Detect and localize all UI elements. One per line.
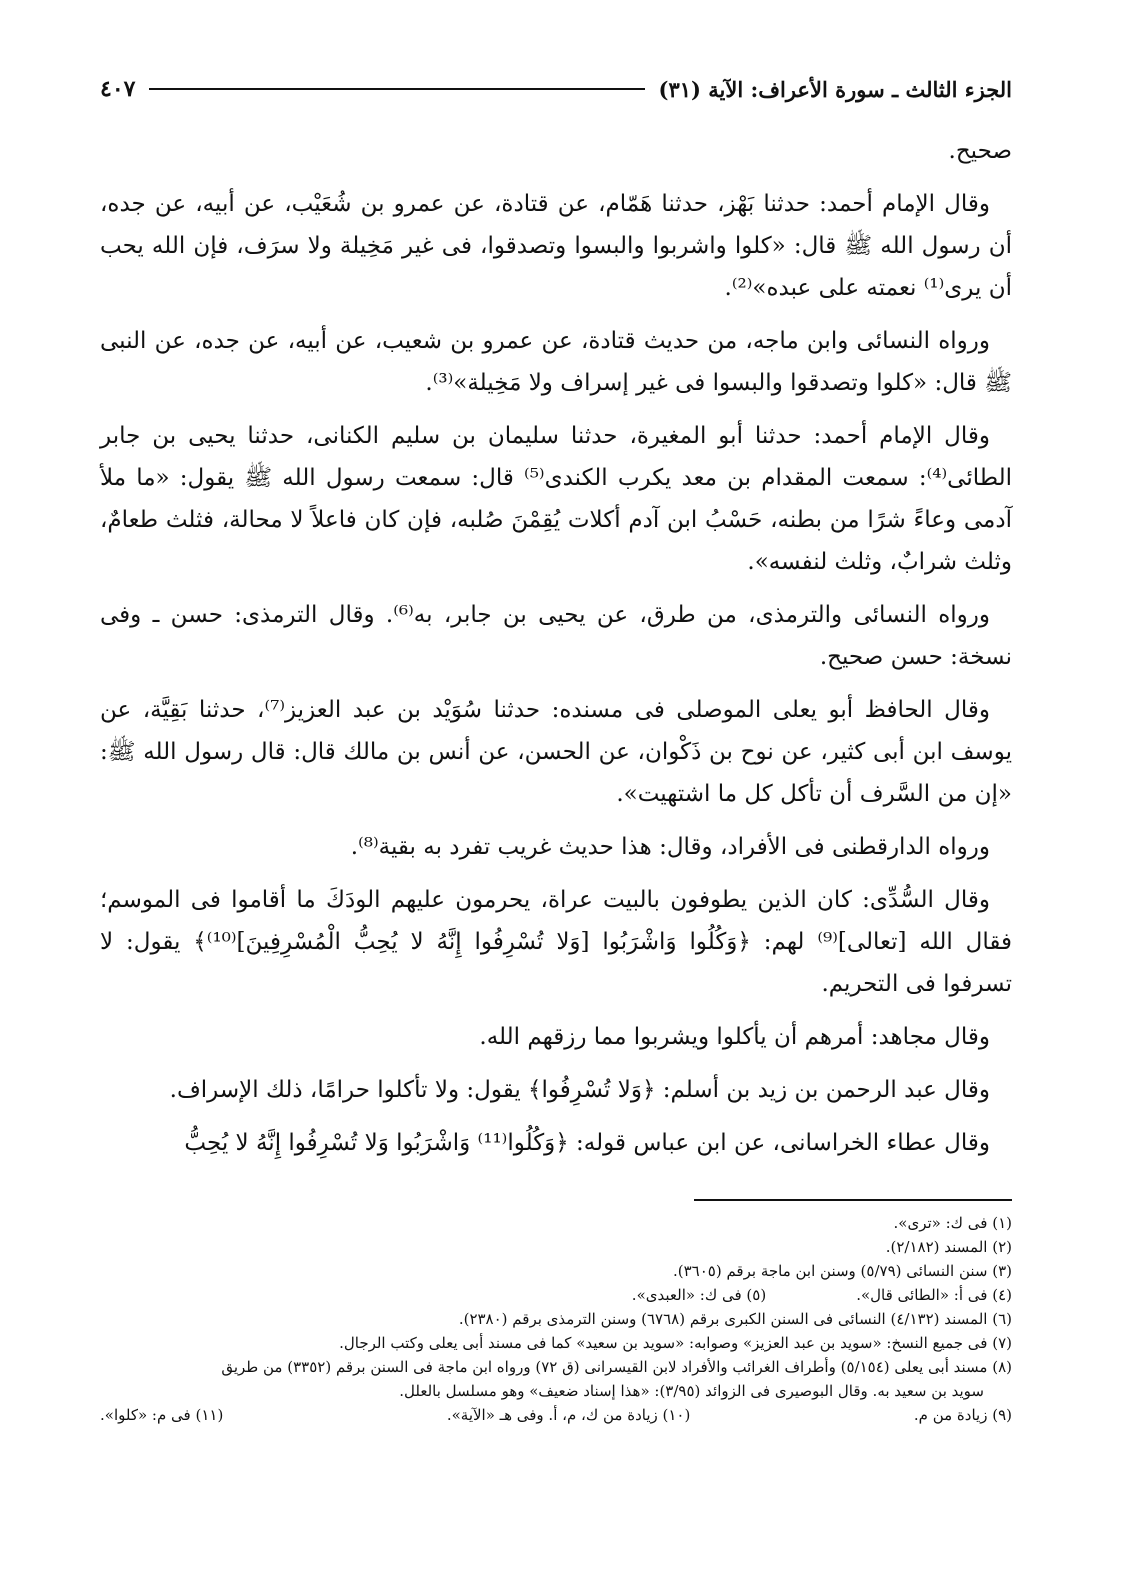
paragraph: ورواه النسائى والترمذى، من طرق، عن يحيى بن جابر، به⁽⁶⁾. وقال الترمذى: حسن ـ وفى نسخة: حسن صحيح. xyxy=(100,602,1012,670)
page xyxy=(100,68,1012,1427)
footnote: (٨) مسند أبى يعلى (٥/١٥٤) وأطراف الغرائب والأفراد لابن القيسرانى (ق ٧٢) ورواه ابن ماجة فى السنن برقم (٣٣٥٢) من طريق xyxy=(221,1358,1012,1376)
paragraph: وقال عبد الرحمن بن زيد بن أسلم: ﴿وَلا تُسْرِفُوا﴾ يقول: ولا تأكلوا حرامًا، ذلك الإسراف. xyxy=(169,1077,990,1103)
paragraph: صحيح. xyxy=(948,138,1012,164)
footnote-continuation: سويد بن سعيد به. وقال البوصيرى فى الزوائد (٣/٩٥): «هذا إسناد ضعيف» وهو مسلسل بالعلل. xyxy=(399,1382,984,1400)
header-rule xyxy=(149,88,644,90)
footnote-separator-wrap xyxy=(100,1175,1012,1201)
footnote-separator xyxy=(694,1199,1012,1201)
paragraph: وقال السُّدِّى: كان الذين يطوفون بالبيت عراة، يحرمون عليهم الودَكَ ما أقاموا فى الموسم؛ فقال الله [تعالى]⁽⁹⁾ لهم: ﴿وَكُلُوا وَاشْرَبُوا [وَلا تُسْرِفُوا إِنَّهُ لا يُحِبُّ الْمُسْرِفِينَ]⁽¹⁰⁾﴾ يقول: لا تسرفوا فى التحريم. xyxy=(100,887,1013,997)
footnote: (٩) زيادة من م. xyxy=(913,1406,1012,1424)
footnote: (٧) فى جميع النسخ: «سويد بن عبد العزيز» وصوابه: «سويد بن سعيد» كما فى مسند أبى يعلى وكتب الرجال. xyxy=(339,1334,1012,1352)
footnote-row xyxy=(100,1403,1012,1427)
footnote: (١٠) زيادة من ك، م، أ. وفى هـ «الآية». xyxy=(446,1406,691,1424)
running-header xyxy=(100,68,1012,110)
footnote: (٢) المسند (٢/١٨٢). xyxy=(885,1238,1012,1256)
paragraph: وقال عطاء الخراسانى، عن ابن عباس قوله: ﴿وَكُلُوا⁽¹¹⁾ وَاشْرَبُوا وَلا تُسْرِفُوا إِنَّهُ لا يُحِبُّ xyxy=(184,1130,990,1156)
paragraph: وقال الإمام أحمد: حدثنا بَهْز، حدثنا هَمّام، عن قتادة، عن عمرو بن شُعَيْب، عن أبيه، عن جده، أن رسول الله ﷺ قال: «كلوا واشربوا والبسوا وتصدقوا، فى غير مَخِيلة ولا سرَف، فإن الله يحب أن يرى⁽¹⁾ نعمته على عبده»⁽²⁾. xyxy=(100,191,1012,301)
header-title: الجزء الثالث ـ سورة الأعراف: الآية (٣١) xyxy=(658,76,1012,102)
footnotes xyxy=(100,1211,1012,1427)
footnote-row xyxy=(100,1283,1012,1307)
paragraph: ورواه الدارقطنى فى الأفراد، وقال: هذا حديث غريب تفرد به بقية⁽⁸⁾. xyxy=(350,834,990,860)
paragraph: وقال مجاهد: أمرهم أن يأكلوا ويشربوا مما رزقهم الله. xyxy=(479,1024,990,1050)
footnote: (٣) سنن النسائى (٥/٧٩) وسنن ابن ماجة برقم (٣٦٠٥). xyxy=(672,1262,1012,1280)
footnote: (١) فى ك: «ترى». xyxy=(893,1214,1012,1232)
footnote: (٥) فى ك: «العبدى». xyxy=(631,1286,767,1304)
page-number: ٤٠٧ xyxy=(100,76,136,102)
paragraph: وقال الحافظ أبو يعلى الموصلى فى مسنده: حدثنا سُوَيْد بن عبد العزيز⁽⁷⁾، حدثنا بَقِيَّة، عن يوسف ابن أبى كثير، عن نوح بن ذَكْوان، عن الحسن، عن أنس بن مالك قال: قال رسول الله ﷺ: «إن من السَّرف أن تأكل كل ما اشتهيت». xyxy=(100,697,1012,807)
paragraph: وقال الإمام أحمد: حدثنا أبو المغيرة، حدثنا سليمان بن سليم الكنانى، حدثنا يحيى بن جابر الطائى⁽⁴⁾: سمعت المقدام بن معد يكرب الكندى⁽⁵⁾ قال: سمعت رسول الله ﷺ يقول: «ما ملأ آدمى وعاءً شرًا من بطنه، حَسْبُ ابن آدم أكلات يُقِمْنَ صُلبه، فإن كان فاعلاً لا محالة، فثلث طعامٌ، وثلث شرابٌ، وثلث لنفسه». xyxy=(100,423,1012,575)
footnote: (٤) فى أ: «الطائى قال». xyxy=(856,1286,1012,1304)
main-text xyxy=(100,130,1012,1164)
paragraph: ورواه النسائى وابن ماجه، من حديث قتادة، عن عمرو بن شعيب، عن أبيه، عن جده، عن النبى ﷺ قال: «كلوا وتصدقوا والبسوا فى غير إسراف ولا مَخِيلة»⁽³⁾. xyxy=(100,328,1012,396)
footnote: (٦) المسند (٤/١٣٢) النسائى فى السنن الكبرى برقم (٦٧٦٨) وسنن الترمذى برقم (٢٣٨٠). xyxy=(458,1310,1012,1328)
footnote: (١١) فى م: «كلوا». xyxy=(100,1406,224,1424)
